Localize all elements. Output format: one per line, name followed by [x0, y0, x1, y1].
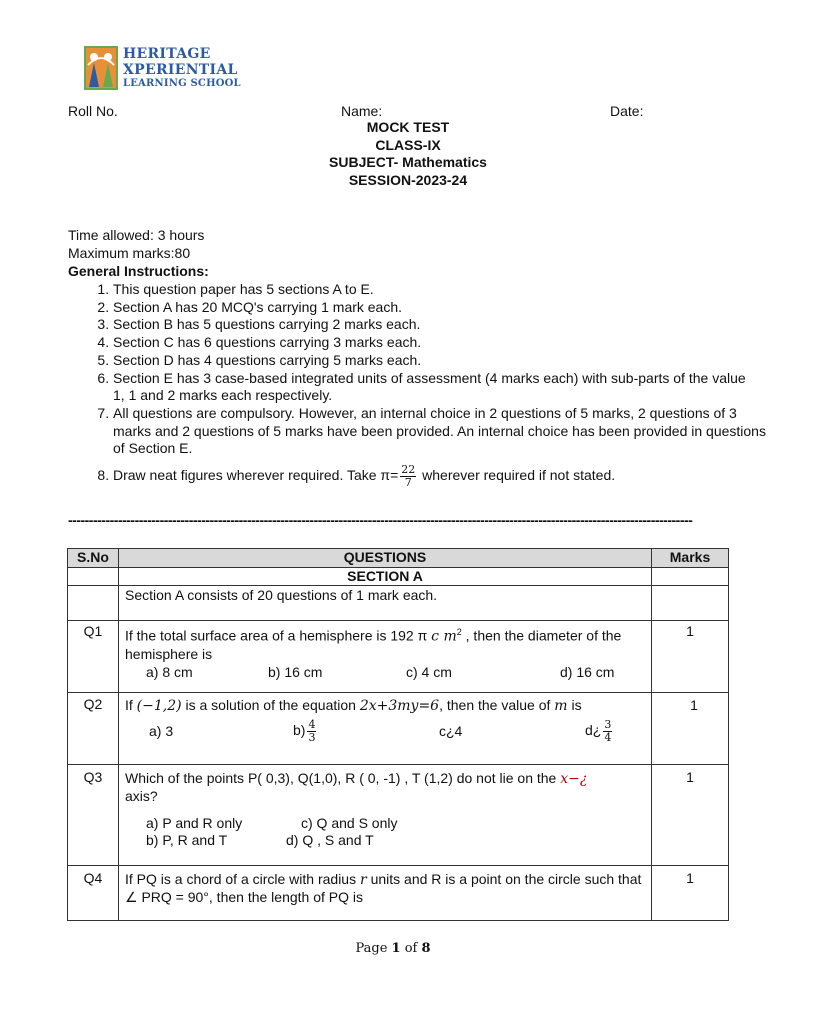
- option-a: a) P and R only: [146, 815, 243, 831]
- date-label: Date:: [610, 103, 644, 119]
- instruction-item: 5. Section D has 4 questions carrying 5 marks each.: [113, 352, 773, 370]
- q3-options-row-1: [125, 815, 645, 832]
- table-row: [68, 765, 729, 866]
- question-4: [119, 866, 652, 921]
- q3-axis-symbol: x−¿: [560, 771, 588, 787]
- instruction-item: 2. Section A has 20 MCQ's carrying 1 mark each.: [113, 299, 773, 317]
- q4-variable: r: [359, 872, 367, 888]
- logo-line-3: LEARNING SCHOOL: [123, 78, 241, 89]
- table-header-row: [68, 549, 729, 568]
- exam-info: [68, 226, 209, 280]
- question-table: [67, 548, 729, 921]
- option-d-fraction: [603, 719, 612, 744]
- q2-point: (−1,2): [136, 698, 182, 714]
- question-1: [119, 621, 652, 693]
- question-marks: 1: [652, 693, 729, 765]
- table-row: [68, 693, 729, 765]
- option-d: [585, 719, 614, 744]
- section-a-note: Section A consists of 20 questions of 1 mark each.: [119, 586, 652, 621]
- section-a-heading: SECTION A: [119, 568, 652, 586]
- q2-equation: 2x+3my=6: [359, 698, 440, 714]
- q3-text: Which of the points P( 0,3), Q(1,0), R ( 0, -1) , T (1,2) do not lie on the: [125, 770, 561, 786]
- question-2: [119, 693, 652, 765]
- section-row: [68, 568, 729, 586]
- table-row: [68, 586, 729, 621]
- roll-no-label: Roll No.: [68, 103, 118, 119]
- page-footer: [0, 941, 786, 956]
- instructions-list: [68, 281, 789, 490]
- option-b: b) 16 cm: [268, 663, 323, 680]
- school-logo: [83, 45, 253, 93]
- fraction-denominator: 3: [308, 731, 316, 744]
- option-b-fraction: [307, 719, 316, 744]
- instruction-item: 7. All questions are compulsory. However, an internal choice in 2 questions of 5 marks, 2 questions of 3 marks and 2 questions of 5 marks have been provided. An internal choice has been provided in questions of Section E.: [113, 405, 773, 458]
- title-class: CLASS-IX: [375, 136, 441, 153]
- option-c: c) Q and S only: [301, 815, 398, 831]
- fraction-numerator: 3: [604, 718, 612, 731]
- option-b: [293, 719, 439, 744]
- fraction-numerator: 4: [308, 718, 316, 731]
- current-page-number: 1: [391, 941, 401, 956]
- q4-text: If PQ is a chord of a circle with radius: [125, 871, 360, 887]
- pi-denominator: 7: [404, 476, 412, 490]
- q2-variable: m: [554, 698, 568, 714]
- option-a: a) 3: [149, 723, 174, 739]
- instruction-item: [113, 464, 773, 489]
- q1-text-tail: , then the diameter of the hemisphere is: [125, 627, 622, 662]
- q2-text-4: is: [567, 697, 582, 713]
- instruction-8-tail: wherever required if not stated.: [418, 467, 616, 484]
- time-allowed: Time allowed: 3 hours: [68, 227, 205, 243]
- title-subject: SUBJECT- Mathematics: [329, 154, 487, 170]
- question-number: Q3: [68, 765, 119, 866]
- instruction-item: 6. Section E has 3 case-based integrated units of assessment (4 marks each) with sub-parts of the value 1, 1 and 2 marks each respectively.: [113, 370, 773, 405]
- pi-numerator: 22: [401, 463, 416, 477]
- exam-title: [0, 119, 816, 189]
- header-marks: Marks: [652, 549, 729, 568]
- table-row: [68, 621, 729, 693]
- maximum-marks: Maximum marks:80: [68, 245, 191, 261]
- pi-fraction: [400, 464, 416, 489]
- footer-of-label: of: [400, 941, 422, 956]
- general-instructions-heading: General Instructions:: [68, 263, 209, 279]
- logo-emblem-icon: [83, 45, 119, 91]
- question-number: Q1: [68, 621, 119, 693]
- title-session: SESSION-2023-24: [348, 171, 468, 188]
- question-marks: 1: [652, 765, 729, 866]
- q2-options: [125, 719, 645, 744]
- option-b: b) P, R and T: [146, 832, 228, 848]
- option-d-label: d¿: [585, 722, 602, 739]
- footer-page-label: Page: [355, 941, 392, 956]
- header-sno: S.No: [68, 549, 119, 568]
- instruction-item: 4. Section C has 6 questions carrying 3 marks each.: [113, 334, 773, 352]
- header-questions: QUESTIONS: [119, 549, 652, 568]
- logo-line-2: XPERIENTIAL: [123, 62, 238, 78]
- question-number: Q2: [68, 693, 119, 765]
- logo-line-1: HERITAGE: [123, 46, 211, 62]
- q1-unit: c m: [431, 628, 457, 645]
- option-d: d) 16 cm: [560, 663, 615, 680]
- q3-text-2: axis?: [125, 788, 158, 804]
- q2-text-3: , then the value of: [439, 697, 555, 713]
- option-a: a) 8 cm: [146, 663, 193, 680]
- q4-text-2: units and R is a point on the circle such that ∠ PRQ = 90°, then the length of PQ is: [125, 871, 642, 905]
- table-row: [68, 866, 729, 921]
- q1-options: [125, 664, 645, 681]
- q2-text: If: [125, 697, 137, 713]
- title-mock-test: MOCK TEST: [366, 119, 450, 135]
- question-marks: 1: [652, 866, 729, 921]
- q1-text: If the total surface area of a hemisphere is 192 π: [125, 627, 432, 644]
- option-c: c) 4 cm: [406, 663, 452, 680]
- question-3: [119, 765, 652, 866]
- name-label: Name:: [341, 103, 383, 119]
- instruction-item: 3. Section B has 5 questions carrying 2 marks each.: [113, 316, 773, 334]
- q2-text-2: is a solution of the equation: [181, 697, 360, 713]
- divider-line: ------------------------------------------------------------------------------------------------------------------------------------------------------: [68, 512, 693, 528]
- q3-options-row-2: [125, 832, 645, 849]
- total-pages-number: 8: [421, 941, 431, 956]
- option-c: c¿4: [439, 723, 463, 739]
- question-number: Q4: [68, 866, 119, 921]
- fraction-denominator: 4: [604, 731, 612, 744]
- option-b-label: b): [293, 722, 306, 739]
- instruction-8-text: Draw neat figures wherever required. Take π=: [113, 467, 399, 484]
- question-marks: 1: [652, 621, 729, 693]
- instruction-item: 1. This question paper has 5 sections A to E.: [113, 281, 773, 299]
- option-d: d) Q , S and T: [286, 832, 374, 848]
- q1-unit-exponent: 2: [456, 627, 462, 637]
